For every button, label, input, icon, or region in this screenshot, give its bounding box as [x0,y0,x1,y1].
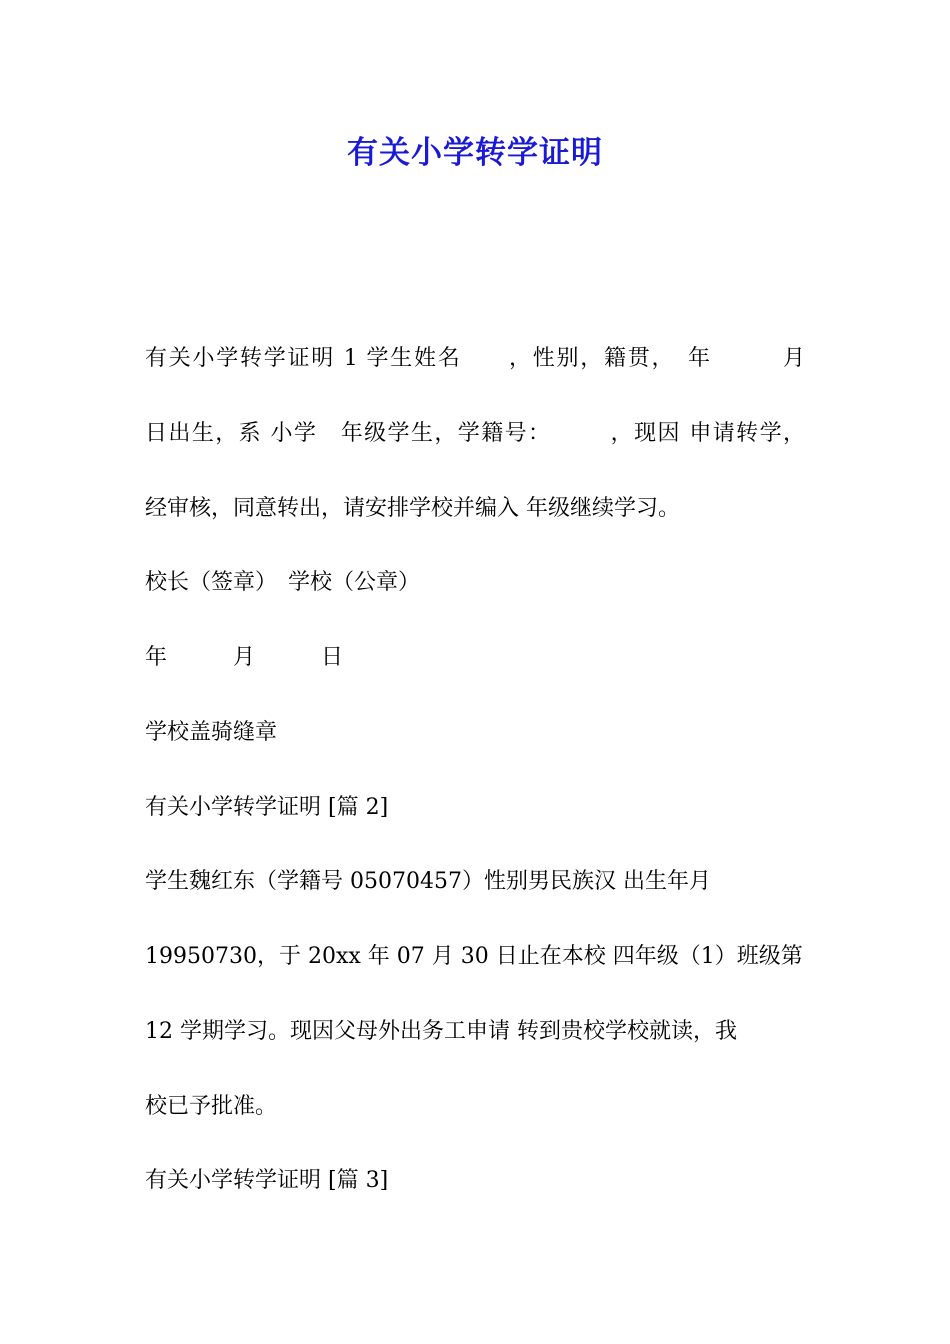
document-title: 有关小学转学证明 [347,135,603,171]
date-line: 年 月 日 [145,645,344,670]
paragraph-line-3: 经审核，同意转出，请安排学校并编入 年级继续学习。 [145,496,680,521]
signature-line: 校长（签章） 学校（公章） [145,570,421,595]
paragraph-2-line-1: 学生魏红东（学籍号 05070457）性别男民族汉 出生年月 [145,869,711,894]
paragraph-2-line-3: 12 学期学习。现因父母外出务工申请 转到贵校学校就读，我 [145,1019,737,1044]
paragraph-line-1: 有关小学转学证明 1 学生姓名 ，性别，籍贯， 年 月 [145,346,805,371]
section-heading-2: 有关小学转学证明 [篇 2] [145,795,389,820]
paragraph-2-line-2: 19950730，于 20xx 年 07 月 30 日止在本校 四年级（1）班级第 [145,944,803,969]
paragraph-line-2: 日出生，系 小学 年级学生，学籍号： ，现因 申请转学， [145,421,805,446]
section-heading-3: 有关小学转学证明 [篇 3] [145,1168,389,1193]
paragraph-2-line-4: 校已予批准。 [145,1094,278,1119]
seal-note: 学校盖骑缝章 [145,720,278,745]
